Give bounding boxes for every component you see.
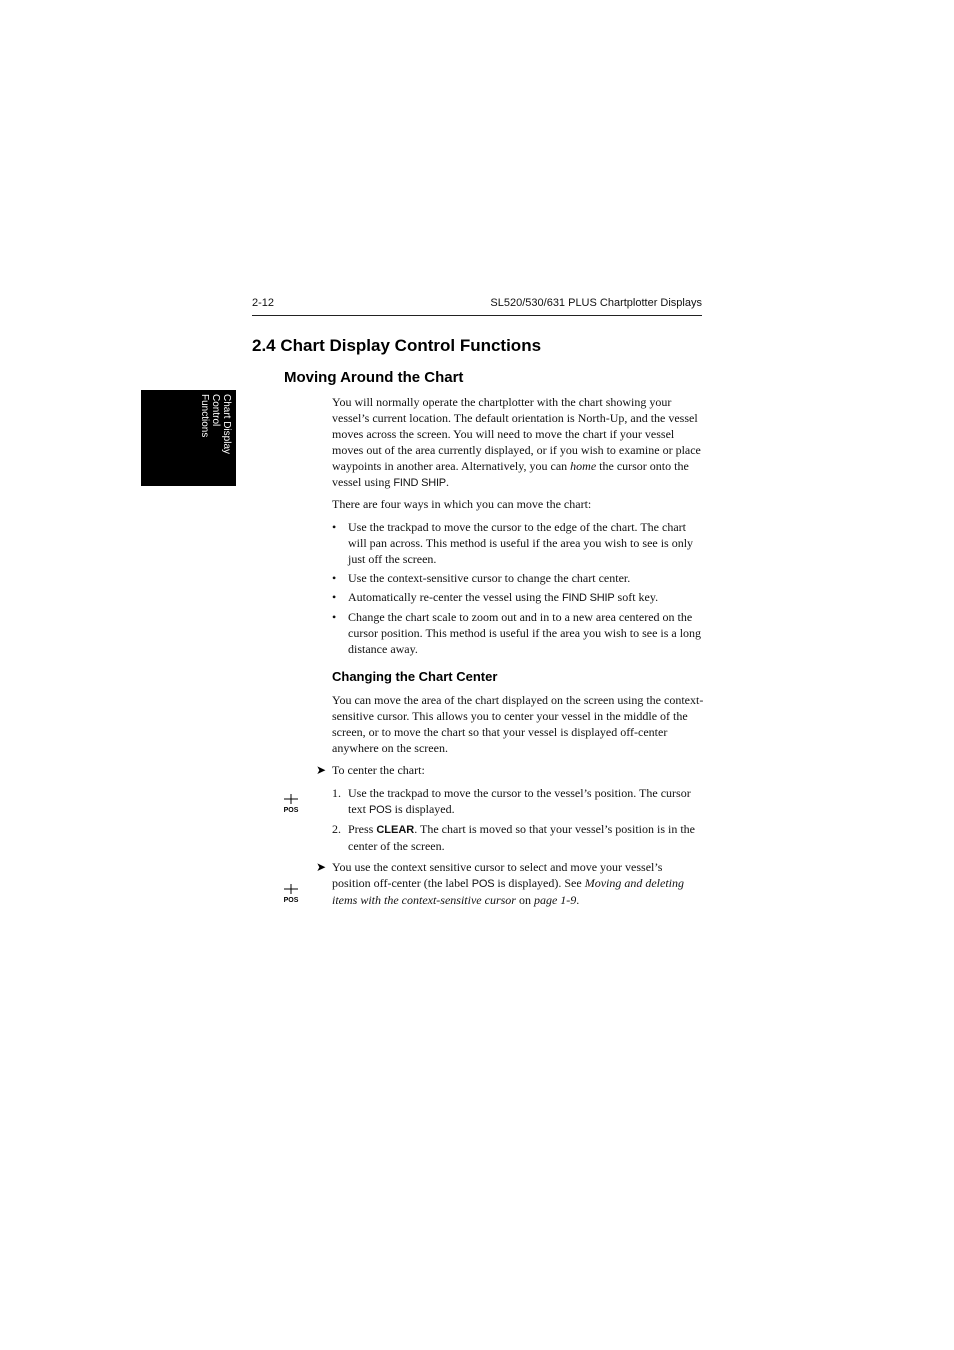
bullet-text: Use the context-sensitive cursor to change the chart center. — [348, 571, 631, 585]
list-item — [332, 821, 704, 854]
center-steps — [332, 785, 704, 857]
cross-reference: Moving and deleting items with the context-sensitive cursor — [332, 876, 685, 907]
emphasis-home: home — [570, 459, 597, 473]
crosshair-pos-icon — [281, 793, 301, 815]
side-tab-text — [199, 394, 232, 486]
text-run: is displayed). See — [494, 876, 585, 890]
text-run: . — [576, 893, 580, 907]
changing-heading: Changing the Chart Center — [332, 669, 498, 684]
bullet-dot: • — [332, 520, 337, 534]
off-center-note — [332, 859, 704, 908]
step-text: Press — [348, 822, 377, 836]
to-center-text: To center the chart: — [332, 763, 425, 777]
text-run: . — [445, 475, 449, 489]
moving-paragraph-2: There are four ways in which you can move the chart: — [332, 497, 592, 511]
list-item — [332, 570, 704, 586]
key-find-ship: FIND SHIP — [561, 592, 615, 604]
step-text: Use the trackpad to move the cursor to the vessel’s position. The cursor text — [348, 786, 691, 816]
text-run: on — [515, 893, 534, 907]
text-run: You use the context sensitive cursor to select and move your vessel’s position off-center (the label — [332, 860, 663, 890]
pos-icon-label: POS — [283, 807, 299, 814]
pos-icon-label: POS — [283, 897, 299, 904]
list-item — [332, 609, 704, 657]
section-title: 2.4 Chart Display Control Functions — [252, 336, 542, 355]
side-tab-line1: Chart Display Control — [210, 394, 232, 455]
page-number: 2-12 — [252, 297, 275, 309]
list-item — [332, 785, 704, 818]
crosshair-pos-icon — [281, 883, 301, 905]
side-tab — [141, 390, 236, 486]
bullet-dot: • — [332, 571, 337, 585]
arrow-icon: ➤ — [316, 860, 327, 874]
list-item — [332, 589, 704, 606]
bullet-dot: • — [332, 590, 337, 604]
moving-heading: Moving Around the Chart — [284, 369, 464, 386]
key-pos: POS — [471, 878, 495, 890]
bullet-text: soft key. — [614, 590, 659, 604]
step-number: 1. — [332, 786, 341, 800]
step-text: . The chart is moved so that your vessel’s position is in the center of the screen. — [348, 822, 695, 853]
header-rule — [252, 315, 702, 316]
text-run: the cursor onto the vessel using — [332, 459, 689, 489]
bullet-text: Change the chart scale to zoom out and in to a new area centered on the cursor position. This method is useful if the area you wish to see is a long distance away. — [348, 610, 702, 656]
step-text: is displayed. — [391, 802, 455, 816]
bullet-text: Use the trackpad to move the cursor to the edge of the chart. The chart will pan across. This method is useful if the area you wish to see is only just off the screen. — [348, 520, 694, 566]
bullet-text: Automatically re-center the vessel using the — [348, 590, 562, 604]
text-run: You will normally operate the chartplotter with the chart showing your vessel’s current location. The default orientation is North-Up, and the vessel moves across the screen. You will need to move the chart if your vessel moves out of the area currently displayed, or if you wish to examine or place waypoints in another area. Alternatively, you can — [332, 395, 701, 473]
side-tab-line2: Functions — [199, 394, 210, 438]
running-title: SL520/530/631 PLUS Chartplotter Displays — [490, 297, 702, 309]
changing-paragraph-1: You can move the area of the chart displayed on the screen using the context-sensitive cursor. This allows you to center your vessel in the middle of the screen, or to move the chart so that your vessel is displayed off-center anywhere on the screen. — [332, 693, 704, 755]
page-reference: page 1-9 — [533, 893, 577, 907]
step-number: 2. — [332, 822, 341, 836]
bullet-dot: • — [332, 610, 337, 624]
key-find-ship: FIND SHIP — [393, 477, 446, 489]
list-item — [332, 519, 704, 567]
ways-list — [332, 519, 704, 660]
key-pos: POS — [369, 804, 392, 816]
arrow-icon: ➤ — [316, 763, 327, 777]
key-clear: CLEAR — [376, 824, 415, 836]
moving-paragraph-1 — [332, 394, 704, 491]
